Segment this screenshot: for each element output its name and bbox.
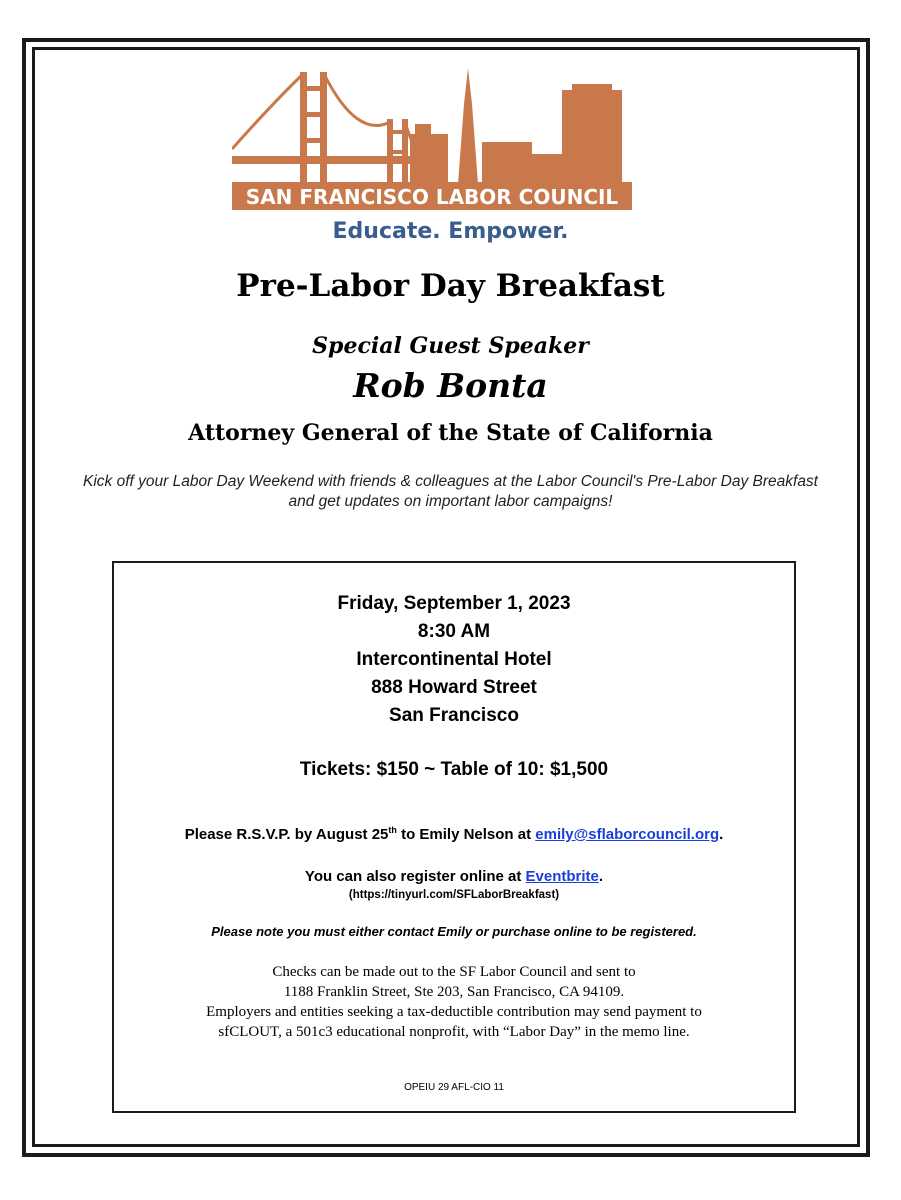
intro-text: Kick off your Labor Day Weekend with friends & colleagues at the Labor Council's Pre-Labor Day Breakfast and get updates on important labor campaigns! bbox=[83, 473, 818, 510]
ticket-prices: Tickets: $150 ~ Table of 10: $1,500 bbox=[299, 759, 609, 780]
rsvp-sup: th bbox=[388, 825, 397, 835]
event-date: Friday, September 1, 2023 bbox=[337, 593, 571, 614]
register-prefix: You can also register online at bbox=[304, 868, 526, 885]
speaker-title: Attorney General of the State of California bbox=[188, 420, 713, 446]
union-code: OPEIU 29 AFL-CIO 11 bbox=[404, 1082, 504, 1093]
rsvp-end: . bbox=[719, 826, 724, 843]
event-city: San Francisco bbox=[389, 705, 519, 726]
checks-line-1: Checks can be made out to the SF Labor Council and sent to bbox=[272, 964, 636, 980]
eventbrite-link[interactable]: Eventbrite bbox=[525, 868, 599, 885]
rsvp-line bbox=[112, 825, 796, 843]
sf-labor-council-logo bbox=[232, 64, 637, 214]
rsvp-email-link[interactable]: emily@sflaborcouncil.org bbox=[535, 826, 720, 843]
guest-speaker-label: Special Guest Speaker bbox=[312, 333, 589, 359]
event-time: 8:30 AM bbox=[417, 621, 491, 642]
checks-line-4: sfCLOUT, a 501c3 educational nonprofit, with “Labor Day” in the memo line. bbox=[218, 1024, 690, 1040]
tagline: Educate. Empower. bbox=[332, 219, 569, 244]
page-title: Pre-Labor Day Breakfast bbox=[236, 268, 665, 304]
register-end: . bbox=[598, 868, 604, 885]
register-url: (https://tinyurl.com/SFLaborBreakfast) bbox=[348, 889, 560, 901]
logo-org-name: SAN FRANCISCO LABOR COUNCIL bbox=[245, 185, 619, 209]
register-line bbox=[112, 868, 796, 885]
event-street: 888 Howard Street bbox=[371, 677, 537, 698]
speaker-name: Rob Bonta bbox=[353, 366, 548, 405]
checks-line-3: Employers and entities seeking a tax-deductible contribution may send payment to bbox=[206, 1004, 702, 1020]
event-venue: Intercontinental Hotel bbox=[356, 649, 552, 670]
registration-note: Please note you must either contact Emily or purchase online to be registered. bbox=[211, 924, 697, 939]
rsvp-middle: to Emily Nelson at bbox=[396, 826, 536, 843]
checks-line-2: 1188 Franklin Street, Ste 203, San Francisco, CA 94109. bbox=[283, 984, 625, 1000]
rsvp-prefix: Please R.S.V.P. by August 25 bbox=[184, 826, 389, 843]
